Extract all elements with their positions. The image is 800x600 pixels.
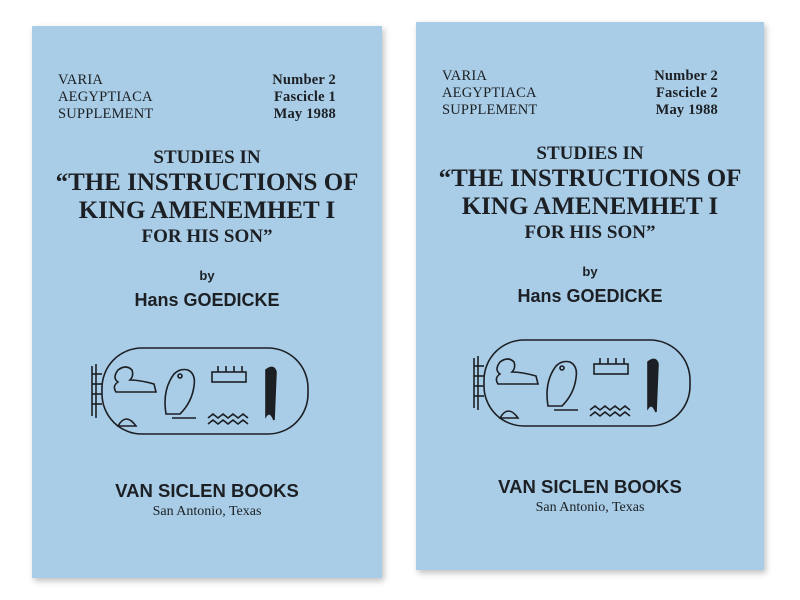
title-line: “THE INSTRUCTIONS OF	[55, 169, 359, 196]
issue-fascicle: Fascicle 2	[656, 85, 718, 101]
title-line: KING AMENEMHET I	[461, 193, 719, 220]
series-line: AEGYPTIACA	[442, 85, 537, 101]
title-line: KING AMENEMHET I	[78, 197, 336, 224]
author-name: Hans GOEDICKE	[134, 290, 280, 310]
issue-date: May 1988	[273, 106, 336, 122]
series-line: SUPPLEMENT	[442, 102, 538, 118]
by-label: by	[582, 264, 598, 279]
cartouche-emblem	[88, 344, 314, 438]
title-line: FOR HIS SON”	[141, 226, 273, 247]
series-line: SUPPLEMENT	[58, 106, 154, 122]
series-name	[442, 68, 537, 119]
publisher-name: VAN SICLEN BOOKS	[115, 480, 299, 501]
title-line: “THE INSTRUCTIONS OF	[438, 165, 742, 192]
issue-number: Number 2	[654, 68, 718, 84]
issue-number: Number 2	[272, 72, 336, 88]
book-title	[32, 146, 382, 248]
issue-info	[654, 68, 718, 119]
booklet-fascicle-1	[32, 26, 382, 578]
series-line: VARIA	[58, 72, 104, 88]
title-line: STUDIES IN	[536, 143, 644, 164]
cartouche-emblem	[470, 336, 696, 430]
issue-info	[272, 72, 336, 123]
publisher-location: San Antonio, Texas	[535, 500, 645, 515]
series-name	[58, 72, 153, 123]
title-line: FOR HIS SON”	[524, 222, 656, 243]
issue-date: May 1988	[655, 102, 718, 118]
series-line: VARIA	[442, 68, 488, 84]
book-title	[416, 142, 764, 244]
title-line: STUDIES IN	[153, 147, 261, 168]
by-label: by	[199, 268, 215, 283]
publisher-name: VAN SICLEN BOOKS	[498, 476, 682, 497]
booklet-fascicle-2	[416, 22, 764, 570]
series-line: AEGYPTIACA	[58, 89, 153, 105]
publisher-location: San Antonio, Texas	[152, 504, 262, 519]
author-name: Hans GOEDICKE	[517, 286, 663, 306]
issue-fascicle: Fascicle 1	[274, 89, 336, 105]
